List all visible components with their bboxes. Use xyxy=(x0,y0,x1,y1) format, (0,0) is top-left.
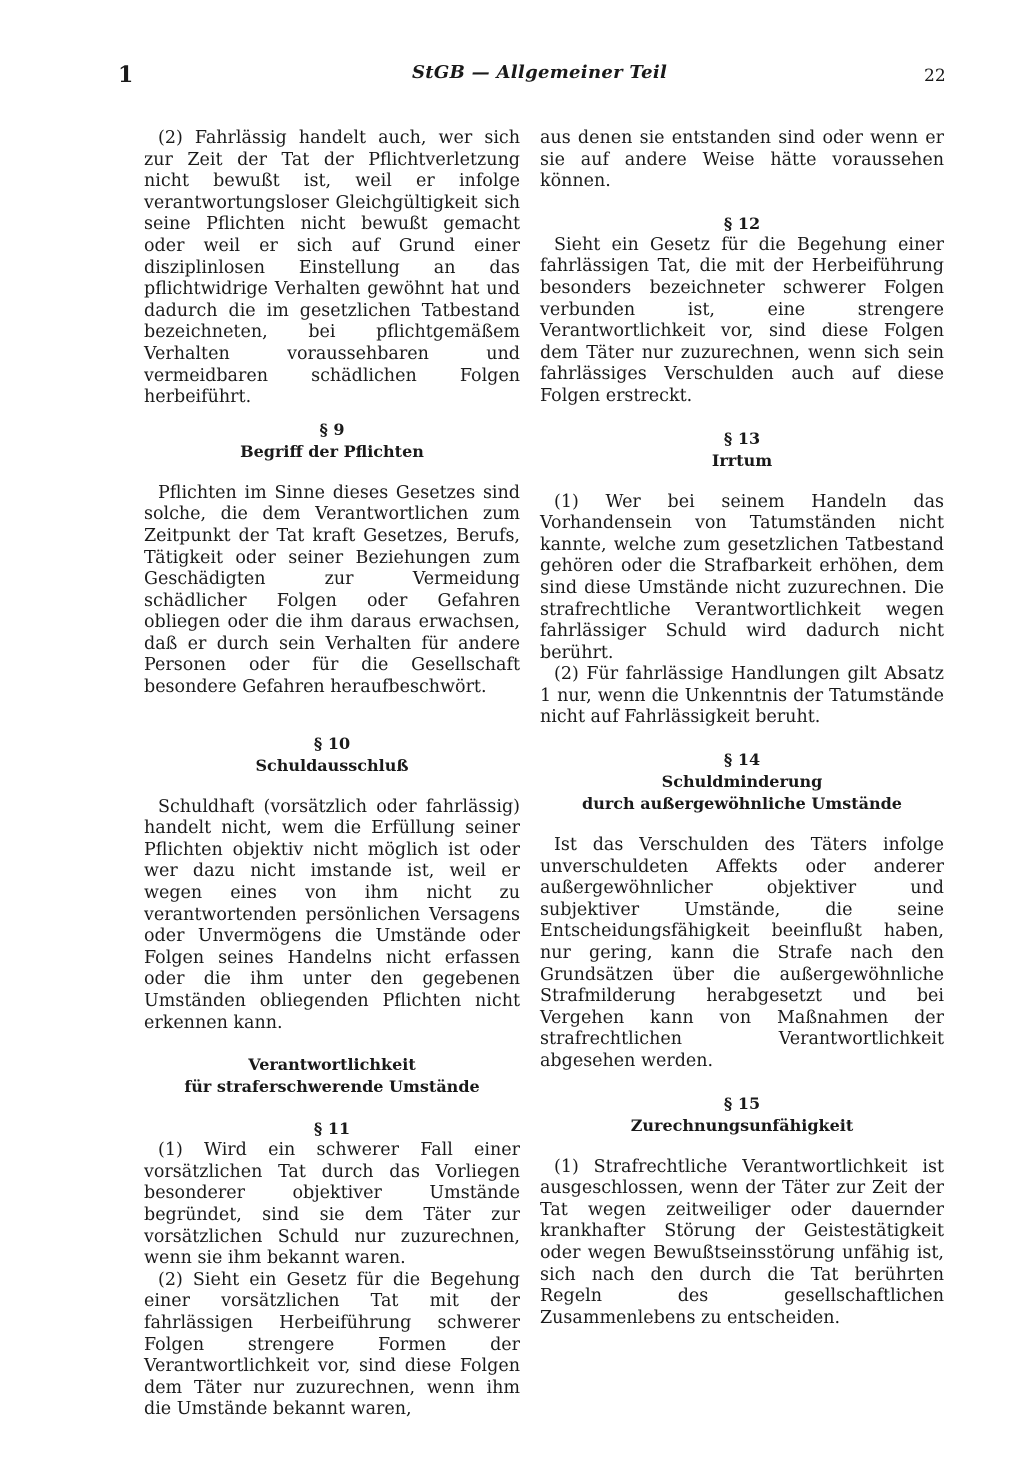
section-13-number: § 13 xyxy=(723,428,761,448)
section-14-number: § 14 xyxy=(723,750,761,770)
running-title: StGB — Allgemeiner Teil xyxy=(412,62,668,83)
section-12-text: Sieht ein Gesetz für die Begehung einer fahrlässigen Tat, die mit der Herbeiführung besonders bezeichneter schwerer Folgen verbunden ist, eine strengere Verantwortlichkeit vor, sind diese Folgen dem Täter nur zuzurechnen, wenn sich sein fahrlässiges Verschulden auch auf diese Folgen erstreckt. xyxy=(540,234,944,406)
section-14-title-line-2: durch außergewöhnliche Umstände xyxy=(582,794,902,814)
group-title-line-1: Verantwortlichkeit xyxy=(248,1055,416,1075)
section-11-abs-2: (2) Sieht ein Gesetz für die Begehung einer vorsätzlichen Tat mit der fahrlässigen Herbeiführung schwerer Folgen strengere Formen der Verantwortlichkeit vor, sind diese Folgen dem Täter nur zuzurechnen, wenn ihm die Umstände bekannt waren, xyxy=(144,1269,520,1420)
section-9-number: § 9 xyxy=(319,419,345,439)
section-9-title: Begriff der Pflichten xyxy=(240,441,424,461)
section-14-title-line-1: Schuldminderung xyxy=(661,772,823,792)
left-column xyxy=(144,128,520,1421)
section-9-text: Pflichten im Sinne dieses Gesetzes sind solche, die dem Verantwortlichen zum Zeitpunkt der Tat kraft Gesetzes, Berufs, Tätigkeit oder seiner Beziehungen zum Geschädigten zur Vermeidung schädlicher Folgen oder Gefahren obliegen oder die ihm daraus erwachsen, daß er durch sein Verhalten für andere Personen oder für die Gesellschaft besondere Gefahren heraufbeschwört. xyxy=(144,482,520,698)
page-number: 22 xyxy=(924,66,946,86)
section-13-title: Irrtum xyxy=(711,450,773,470)
section-12-number: § 12 xyxy=(723,213,761,233)
section-10-text: Schuldhaft (vorsätzlich oder fahrlässig) handelt nicht, wem die Erfüllung seiner Pflichten objektiv nicht möglich ist oder wer dazu nicht imstande ist, weil er wegen eines von ihm nicht zu verantwortenden persönlichen Versagens oder Unvermögens die Umstände oder Folgen seines Handelns nicht erfassen oder die ihm unter den gegebenen Umständen obliegenden Pflichten nicht erkennen kann. xyxy=(144,796,520,1033)
section-14-text: Ist das Verschulden des Täters infolge unverschuldeten Affekts oder anderer außergewöhnlicher objektiver und subjektiver Umstände, die seine Entscheidungsfähigkeit beeinflußt haben, nur gering, kann die Strafe nach den Grundsätzen über die außergewöhnliche Strafmilderung herabgesetzt und bei Vergehen kann von Maßnahmen der strafrechtlichen Verantwortlichkeit abgesehen werden. xyxy=(540,835,944,1071)
section-10-title: Schuldausschluß xyxy=(255,755,409,775)
paragraph-8-abs-2: (2) Fahrlässig handelt auch, wer sich zur Zeit der Tat der Pflichtverletzung nicht bewußt ist, weil er infolge verantwortungsloser Gleichgültigkeit sich seine Pflichten nicht bewußt gemacht oder weil er sich auf Grund einer disziplinlosen Einstellung an das pflichtwidrige Verhalten gewöhnt hat und dadurch die im gesetzlichen Tatbestand bezeichneten, bei pflichtgemäßem Verhalten voraussehbaren und vermeidbaren schädlichen Folgen herbeiführt. xyxy=(144,128,520,408)
section-15-number: § 15 xyxy=(723,1093,761,1113)
section-15-title: Zurechnungsunfähigkeit xyxy=(630,1115,854,1135)
section-13-abs-1: (1) Wer bei seinem Handeln das Vorhandensein von Tatumständen nicht kannte, welche zum gesetzlichen Tatbestand gehören oder die Strafbarkeit erhöhen, dem sind diese Umstände nicht zuzurechnen. Die strafrechtliche Verantwortlichkeit wegen fahrlässiger Schuld wird dadurch nicht berührt. xyxy=(540,491,944,663)
section-10-number: § 10 xyxy=(313,733,351,753)
chapter-number: 1 xyxy=(118,62,134,88)
section-11-abs-1: (1) Wird ein schwerer Fall einer vorsätzlichen Tat durch das Vorliegen besonderer objektiver Umstände begründet, sind sie dem Täter zur vorsätzlichen Schuld nur zuzurechnen, wenn sie ihm bekannt waren. xyxy=(144,1140,520,1269)
section-15-abs-1: (1) Strafrechtliche Verantwortlichkeit ist ausgeschlossen, wenn der Täter zur Zeit der Tat wegen zeitweiliger oder dauernder krankhafter Störung der Geistestätigkeit oder wegen Bewußtseinsstörung unfähig ist, sich nach den durch die Tat berührten Regeln des gesellschaftlichen Zusammenlebens zu entscheiden. xyxy=(540,1156,944,1328)
section-11-continuation: aus denen sie entstanden sind oder wenn er sie auf andere Weise hätte voraussehen können. xyxy=(540,128,944,192)
section-11-number: § 11 xyxy=(313,1119,351,1139)
page-header xyxy=(0,62,1024,102)
group-title-line-2: für straferschwerende Umstände xyxy=(184,1077,480,1097)
section-13-abs-2: (2) Für fahrlässige Handlungen gilt Absatz 1 nur, wenn die Unkenntnis der Tatumstände nicht auf Fahrlässigkeit beruht. xyxy=(540,664,944,728)
right-column xyxy=(540,128,944,1329)
